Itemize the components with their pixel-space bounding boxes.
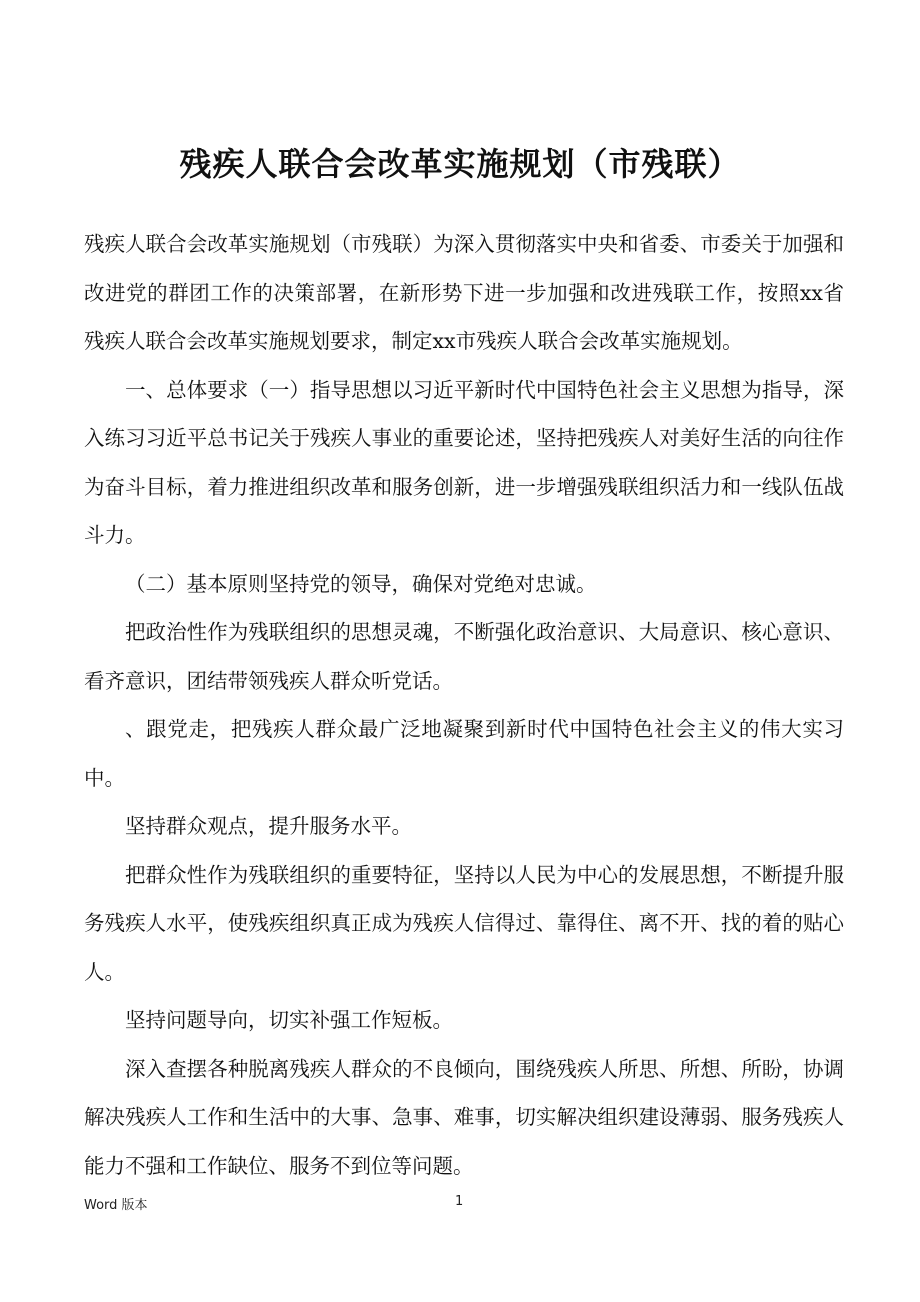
paragraph-mass-viewpoint: 坚持群众观点，提升服务水平。 <box>125 814 412 838</box>
paragraph-problem-oriented: 坚持问题导向，切实补强工作短板。 <box>125 1008 453 1032</box>
paragraph-general-requirements: 一、总体要求（一）指导思想以习近平新时代中国特色社会主义思想为指导，深入练习习近平总书记关于残疾人事业的重要论述，坚持把残疾人对美好生活的向往作为奋斗目标，着力推进组织改革和服务创新，进一步增强残联组织活力和一线队伍战斗力。 <box>84 377 844 547</box>
page-title: 残疾人联合会改革实施规划（市残联） <box>179 145 741 183</box>
paragraph-basic-principles: （二）基本原则坚持党的领导，确保对党绝对忠诚。 <box>125 571 597 596</box>
footer-version-label: Word 版本 <box>84 1198 148 1213</box>
document-body <box>84 220 844 1190</box>
paragraph-investigate-tendencies: 深入查摆各种脱离残疾人群众的不良倾向，围绕残疾人所思、所想、所盼，协调解决残疾人工作和生活中的大事、急事、难事，切实解决组织建设薄弱、服务残疾人能力不强和工作缺位、服务不到位等问题。 <box>84 1056 844 1178</box>
paragraph-intro: 残疾人联合会改革实施规划（市残联）为深入贯彻落实中央和省委、市委关于加强和改进党的群团工作的决策部署，在新形势下进一步加强和改进残联工作，按照xx省残疾人联合会改革实施规划要求，制定xx市残疾人联合会改革实施规划。 <box>84 232 844 353</box>
footer-page-number: 1 <box>455 1194 464 1209</box>
paragraph-follow-party: 、跟党走，把残疾人群众最广泛地凝聚到新时代中国特色社会主义的伟大实习中。 <box>84 717 844 790</box>
paragraph-mass-nature: 把群众性作为残联组织的重要特征，坚持以人民为中心的发展思想，不断提升服务残疾人水平，使残疾组织真正成为残疾人信得过、靠得住、离不开、找的着的贴心人。 <box>84 862 844 984</box>
paragraph-political-nature: 把政治性作为残联组织的思想灵魂，不断强化政治意识、大局意识、核心意识、看齐意识，团结带领残疾人群众听党话。 <box>84 620 844 693</box>
